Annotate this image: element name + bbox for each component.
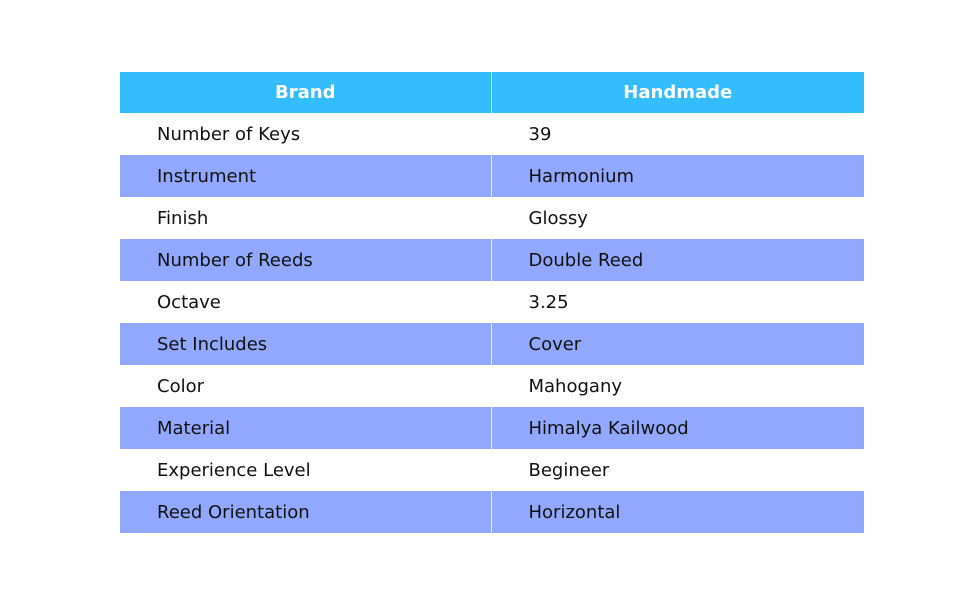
row-label: Instrument [120, 155, 491, 197]
spec-table-container [120, 72, 864, 533]
row-value: Cover [491, 323, 864, 365]
table-row [120, 281, 864, 323]
row-label: Color [120, 365, 491, 407]
header-cell-brand: Brand [120, 72, 491, 113]
row-label: Experience Level [120, 449, 491, 491]
table-row [120, 239, 864, 281]
row-value: Begineer [528, 459, 610, 481]
row-label: Octave [120, 281, 491, 323]
row-value: Horizontal [491, 491, 864, 533]
row-value: Glossy [528, 207, 588, 229]
row-value: Harmonium [491, 155, 864, 197]
row-label: Set Includes [120, 323, 491, 365]
row-value: Mahogany [528, 375, 622, 397]
table-row [120, 113, 864, 155]
row-value: 39 [528, 123, 552, 145]
row-value: Himalya Kailwood [491, 407, 864, 449]
header-cell-value: Handmade [491, 72, 864, 113]
spec-table [120, 72, 864, 533]
row-label: Reed Orientation [120, 491, 491, 533]
row-label: Number of Keys [120, 113, 491, 155]
table-row [120, 491, 864, 533]
row-value: 3.25 [528, 291, 569, 313]
row-value: Double Reed [491, 239, 864, 281]
table-row [120, 197, 864, 239]
table-row [120, 323, 864, 365]
table-row [120, 155, 864, 197]
table-row [120, 365, 864, 407]
table-row [120, 449, 864, 491]
header-row [120, 72, 864, 113]
table-row [120, 407, 864, 449]
row-label: Number of Reeds [120, 239, 491, 281]
row-label: Finish [120, 197, 491, 239]
row-label: Material [120, 407, 491, 449]
